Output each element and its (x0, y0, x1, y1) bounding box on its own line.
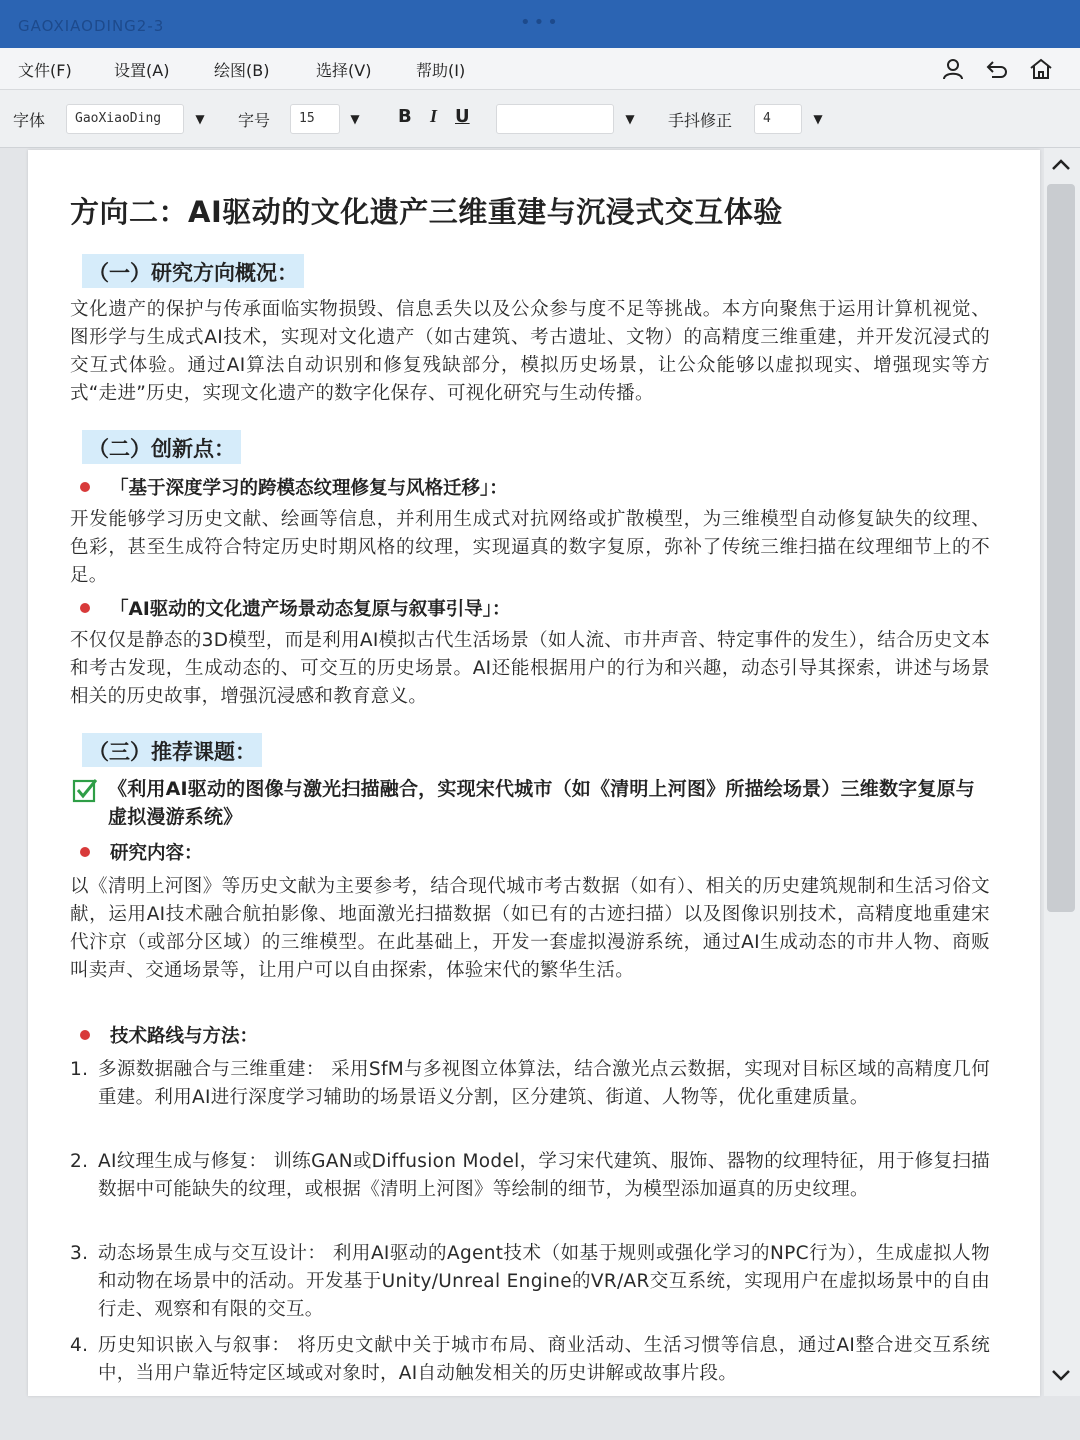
jitter-dropdown-icon[interactable]: ▼ (813, 112, 823, 126)
menu-settings[interactable]: 设置(A) (114, 61, 170, 80)
font-label: 字体 (13, 111, 46, 130)
checkbox-checked-icon[interactable] (72, 777, 98, 803)
section-heading-topics: （三）推荐课题： (82, 733, 262, 767)
bullet-icon (80, 1030, 90, 1040)
size-label: 字号 (238, 111, 271, 130)
recommended-topic: 《利用AI驱动的图像与激光扫描融合，实现宋代城市（如《清明上河图》所描绘场景）三维数字复原与虚拟漫游系统》 (108, 778, 975, 828)
list-item (70, 1240, 990, 1324)
jitter-select[interactable]: 4 (754, 104, 802, 134)
list-text: 历史知识嵌入与叙事： 将历史文献中关于城市布局、商业活动、生活习惯等信息，通过AI整合进交互系统中，当用户靠近特定区域或对象时，AI自动触发相关的历史讲解或故事片段。 (98, 1335, 990, 1384)
overview-paragraph: 文化遗产的保护与传承面临实物损毁、信息丢失以及公众参与度不足等挑战。本方向聚焦于运用计算机视觉、图形学与生成式AI技术，实现对文化遗产（如古建筑、考古遗址、文物）的高精度三维重建，并开发沉浸式的交互式体验。通过AI算法自动识别和修复残缺部分，模拟历史场景，让公众能够以虚拟现实、增强现实等方式“走进”历史，实现文化遗产的数字化保存、可视化研究与生动传播。 (70, 299, 990, 404)
list-text: 多源数据融合与三维重建： 采用SfM与多视图立体算法，结合激光点云数据，实现对目标区域的高精度几何重建。利用AI进行深度学习辅助的场景语义分割，区分建筑、街道、人物等，优化重建质量。 (98, 1059, 990, 1108)
research-content-paragraph: 以《清明上河图》等历史文献为主要参考，结合现代城市考古数据（如有）、相关的历史建筑规制和生活习俗文献，运用AI技术融合航拍影像、地面激光扫描数据（如已有的古迹扫描）以及图像识别技术，高精度地重建宋代汴京（或部分区域）的三维模型。在此基础上，开发一套虚拟漫游系统，通过AI生成动态的市井人物、商贩叫卖声、交通场景等，让用户可以自由探索，体验宋代的繁华生活。 (70, 876, 990, 981)
list-number: 2. (70, 1151, 89, 1172)
list-item (70, 1148, 990, 1204)
list-text: AI纹理生成与修复： 训练GAN或Diffusion Model，学习宋代建筑、服饰、器物的纹理特征，用于修复扫描数据中可能缺失的纹理，或根据《清明上河图》等绘制的细节，为模型添加逼真的历史纹理。 (98, 1151, 990, 1200)
font-select[interactable]: GaoXiaoDing (66, 104, 184, 134)
size-select[interactable]: 15 (290, 104, 340, 134)
bullet-icon (80, 603, 90, 613)
format-toolbar (0, 90, 1080, 148)
window-title: GAOXIAODING2-3 (18, 17, 165, 35)
menu-file[interactable]: 文件(F) (18, 61, 72, 80)
menu-bar (0, 48, 1080, 90)
list-item (70, 1332, 990, 1388)
menu-draw[interactable]: 绘图(B) (214, 61, 270, 80)
undo-icon[interactable] (984, 56, 1010, 82)
style-dropdown-icon[interactable]: ▼ (625, 112, 635, 126)
innovation-point-1: 「基于深度学习的跨模态纹理修复与风格迁移」： (110, 478, 508, 499)
document-title: 方向二：AI驱动的文化遗产三维重建与沉浸式交互体验 (70, 195, 783, 229)
innovation-point-2: 「AI驱动的文化遗产场景动态复原与叙事引导」： (110, 599, 511, 620)
user-icon[interactable] (940, 56, 966, 82)
font-dropdown-icon[interactable]: ▼ (195, 112, 205, 126)
research-content-label: 研究内容： (110, 843, 203, 864)
size-dropdown-icon[interactable]: ▼ (350, 112, 360, 126)
scroll-down-icon[interactable] (1048, 1362, 1074, 1388)
menu-select[interactable]: 选择(V) (316, 61, 372, 80)
innovation-paragraph-2: 不仅仅是静态的3D模型，而是利用AI模拟古代生活场景（如人流、市井声音、特定事件的发生），结合历史文本和考古发现，生成动态的、可交互的历史场景。AI还能根据用户的行为和兴趣，动态引导其探索，讲述与场景相关的历史故事，增强沉浸感和教育意义。 (70, 630, 990, 707)
document-page[interactable] (28, 150, 1040, 1396)
scroll-up-icon[interactable] (1048, 152, 1074, 178)
scrollbar-thumb[interactable] (1047, 184, 1075, 912)
innovation-paragraph-1: 开发能够学习历史文献、绘画等信息，并利用生成式对抗网络或扩散模型，为三维模型自动修复缺失的纹理、色彩，甚至生成符合特定历史时期风格的纹理，实现逼真的数字复原，弥补了传统三维扫描在纹理细节上的不足。 (70, 509, 990, 586)
list-number: 3. (70, 1243, 89, 1264)
underline-button[interactable]: U (455, 106, 470, 127)
list-item (70, 1056, 990, 1112)
menu-help[interactable]: 帮助(I) (416, 61, 466, 80)
more-dots-icon[interactable]: ••• (520, 12, 561, 33)
bullet-icon (80, 482, 90, 492)
bold-button[interactable]: B (398, 106, 412, 127)
section-heading-innovation: （二）创新点： (82, 430, 241, 464)
style-select[interactable] (496, 104, 614, 134)
list-text: 动态场景生成与交互设计： 利用AI驱动的Agent技术（如基于规则或强化学习的NPC行为），生成虚拟人物和动物在场景中的活动。开发基于Unity/Unreal Engine的VR/AR交互系统，实现用户在虚拟场景中的自由行走、观察和有限的交互。 (98, 1243, 990, 1320)
method-label: 技术路线与方法： (110, 1026, 259, 1047)
title-bar (0, 0, 1080, 48)
section-heading-overview: （一）研究方向概况： (82, 254, 304, 288)
home-icon[interactable] (1028, 56, 1054, 82)
bullet-icon (80, 847, 90, 857)
italic-button[interactable]: I (430, 106, 438, 126)
jitter-label: 手抖修正 (668, 111, 733, 130)
list-number: 1. (70, 1059, 89, 1080)
list-number: 4. (70, 1335, 89, 1356)
